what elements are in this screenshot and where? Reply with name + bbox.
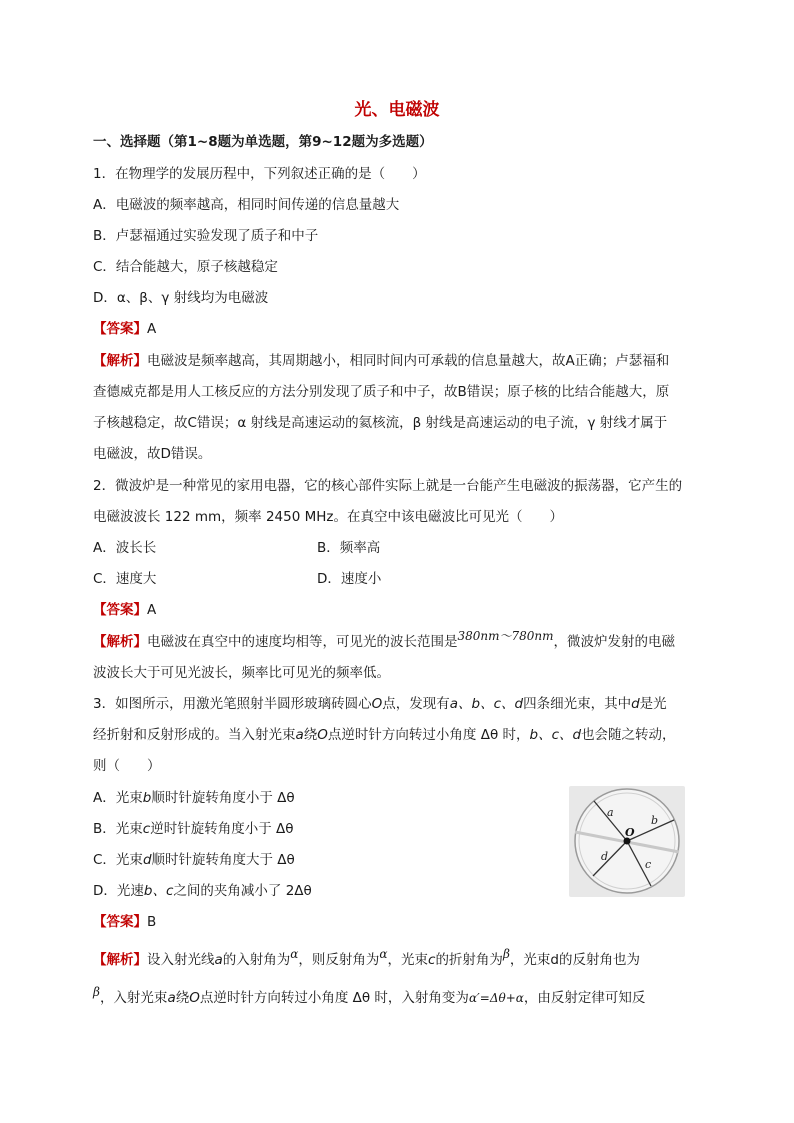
- q2-stem: 电磁波波长 122 mm，频率 2450 MHz。在真空中该电磁波比可见光（ ）: [93, 509, 563, 525]
- section-heading: 一、选择题（第1~8题为单选题，第9~12题为多选题）: [93, 134, 433, 150]
- q3-stem: 经折射和反射形成的。当入射光束a绕O点逆时针方向转过小角度 Δθ 时，b、c、d也会随之转动，: [93, 727, 676, 743]
- answer-label: 【答案】: [93, 321, 147, 337]
- glass-brick-figure: [569, 786, 685, 897]
- q3-analysis-line: β，入射光束a绕O点逆时针方向转过小角度 Δθ 时，入射角变为α′=Δθ+α，由反射定律可知反: [93, 985, 646, 1006]
- answer-label: 【答案】: [93, 914, 147, 930]
- q1-option-d: D．α、β、γ 射线均为电磁波: [93, 290, 269, 306]
- q2-analysis-line: 【解析】电磁波在真空中的速度均相等，可见光的波长范围是380nm～780nm，微波炉发射的电磁: [93, 629, 676, 650]
- label-b: b: [651, 814, 659, 827]
- q1-analysis-line: 电磁波，故D错误。: [93, 446, 212, 462]
- analysis-label: 【解析】: [93, 353, 147, 369]
- q2-option-a: A．波长长: [93, 540, 157, 556]
- q1-analysis-line: 子核越稳定，故C错误；α 射线是高速运动的氦核流，β 射线是高速运动的电子流，γ 射线才属于: [93, 415, 668, 431]
- incidence-formula: α′=Δθ+α: [468, 991, 524, 1005]
- q2-option-d: D．速度小: [317, 571, 382, 587]
- analysis-label: 【解析】: [93, 634, 147, 650]
- q2-option-c: C．速度大: [93, 571, 157, 587]
- label-o: O: [625, 826, 635, 839]
- q1-analysis-text: 电磁波是频率越高，其周期越小，相同时间内可承载的信息量越大，故A正确；卢瑟福和: [147, 353, 670, 369]
- q3-stem: 则（ ）: [93, 758, 161, 774]
- q3-answer-value: B: [147, 914, 157, 930]
- q3-option-a: A．光束b顺时针旋转角度小于 Δθ: [93, 790, 295, 806]
- page-title: 光、电磁波: [354, 100, 440, 120]
- q2-stem: 2．微波炉是一种常见的家用电器，它的核心部件实际上就是一台能产生电磁波的振荡器，它产生的: [93, 478, 683, 494]
- q1-option-c: C．结合能越大，原子核越稳定: [93, 259, 278, 275]
- label-c: c: [645, 858, 652, 871]
- q2-answer-value: A: [147, 602, 157, 618]
- label-a: a: [607, 806, 614, 819]
- q3-option-b: B．光束c逆时针旋转角度小于 Δθ: [93, 821, 294, 837]
- q1-analysis-line: 查德威克都是用人工核反应的方法分别发现了质子和中子，故B错误；原子核的比结合能越大，原: [93, 384, 670, 400]
- wavelength-range: 380nm～780nm: [457, 629, 554, 643]
- q3-option-d: D．光速b、c之间的夹角减小了 2Δθ: [93, 883, 312, 899]
- q1-option-b: B．卢瑟福通过实验发现了质子和中子: [93, 228, 319, 244]
- q1-answer-value: A: [147, 321, 157, 337]
- q2-answer: [93, 600, 156, 620]
- analysis-label: 【解析】: [93, 952, 147, 968]
- q3-option-c: C．光束d顺时针旋转角度大于 Δθ: [93, 852, 295, 868]
- q3-answer: [93, 912, 156, 932]
- answer-label: 【答案】: [93, 602, 147, 618]
- glass-brick-illustration: [569, 786, 685, 897]
- q3-stem: 3．如图所示，用激光笔照射半圆形玻璃砖圆心O点，发现有a、b、c、d四条细光束，其中d是光: [93, 696, 667, 712]
- q1-analysis-line: [93, 351, 669, 371]
- q1-answer: [93, 319, 156, 339]
- label-d: d: [601, 850, 609, 863]
- q1-option-a: A．电磁波的频率越高，相同时间传递的信息量越大: [93, 197, 400, 213]
- q3-analysis-line: 【解析】设入射光线a的入射角为α，则反射角为α，光束c的折射角为β，光束d的反射角也为: [93, 947, 640, 968]
- q1-stem: 1．在物理学的发展历程中，下列叙述正确的是（ ）: [93, 166, 426, 182]
- q2-analysis-line: 波波长大于可见光波长，频率比可见光的频率低。: [93, 665, 390, 681]
- q2-option-b: B．频率高: [317, 540, 381, 556]
